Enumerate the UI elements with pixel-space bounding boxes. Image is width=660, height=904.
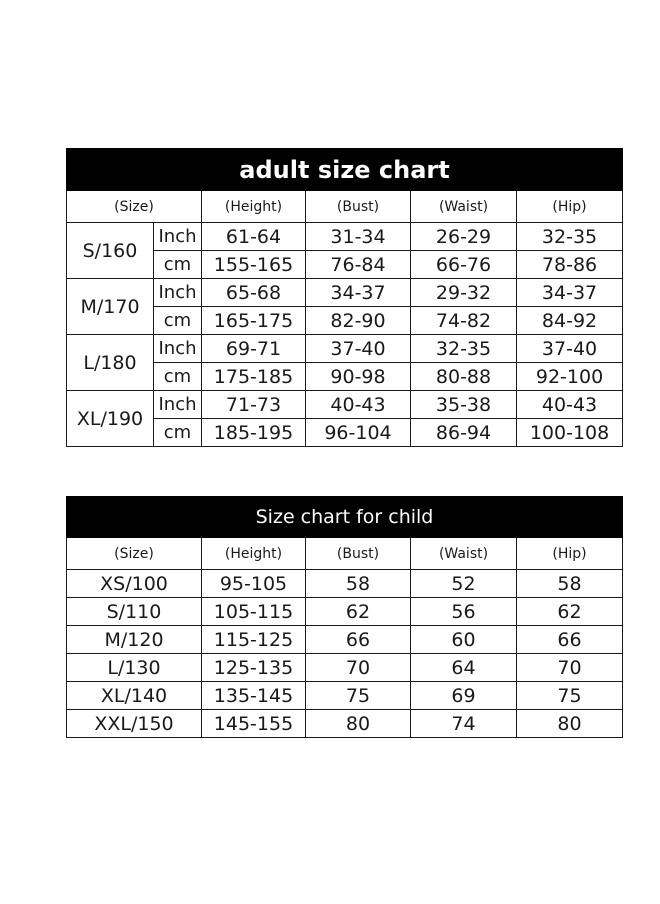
- bust-cell: 58: [306, 570, 411, 598]
- header-height: (Height): [202, 538, 306, 570]
- size-cell: M/170: [67, 279, 154, 335]
- bust-cell: 90-98: [306, 363, 411, 391]
- waist-cell: 29-32: [411, 279, 517, 307]
- waist-cell: 56: [411, 598, 517, 626]
- header-hip: (Hip): [517, 538, 623, 570]
- height-cell: 165-175: [202, 307, 306, 335]
- size-cell: XS/100: [67, 570, 202, 598]
- header-waist: (Waist): [411, 191, 517, 223]
- waist-cell: 35-38: [411, 391, 517, 419]
- hip-cell: 80: [517, 710, 623, 738]
- unit-cell: Inch: [154, 279, 202, 307]
- table-row: [67, 391, 623, 419]
- height-cell: 105-115: [202, 598, 306, 626]
- table-row: [67, 654, 623, 682]
- waist-cell: 74: [411, 710, 517, 738]
- height-cell: 71-73: [202, 391, 306, 419]
- size-cell: XL/190: [67, 391, 154, 447]
- hip-cell: 92-100: [517, 363, 623, 391]
- waist-cell: 64: [411, 654, 517, 682]
- adult-size-chart: [66, 148, 623, 447]
- unit-cell: Inch: [154, 335, 202, 363]
- bust-cell: 75: [306, 682, 411, 710]
- bust-cell: 31-34: [306, 223, 411, 251]
- hip-cell: 32-35: [517, 223, 623, 251]
- header-waist: (Waist): [411, 538, 517, 570]
- size-cell: S/160: [67, 223, 154, 279]
- height-cell: 185-195: [202, 419, 306, 447]
- hip-cell: 37-40: [517, 335, 623, 363]
- table-row: [67, 279, 623, 307]
- hip-cell: 66: [517, 626, 623, 654]
- table-row: [67, 335, 623, 363]
- waist-cell: 26-29: [411, 223, 517, 251]
- hip-cell: 58: [517, 570, 623, 598]
- size-cell: XXL/150: [67, 710, 202, 738]
- child-chart-title: Size chart for child: [67, 497, 623, 538]
- height-cell: 69-71: [202, 335, 306, 363]
- waist-cell: 60: [411, 626, 517, 654]
- hip-cell: 40-43: [517, 391, 623, 419]
- hip-cell: 75: [517, 682, 623, 710]
- bust-cell: 76-84: [306, 251, 411, 279]
- size-cell: L/180: [67, 335, 154, 391]
- child-size-chart: [66, 496, 623, 738]
- hip-cell: 70: [517, 654, 623, 682]
- table-row: [67, 598, 623, 626]
- height-cell: 65-68: [202, 279, 306, 307]
- unit-cell: cm: [154, 307, 202, 335]
- waist-cell: 32-35: [411, 335, 517, 363]
- bust-cell: 80: [306, 710, 411, 738]
- table-row: [67, 626, 623, 654]
- table-row: [67, 682, 623, 710]
- unit-cell: cm: [154, 419, 202, 447]
- hip-cell: 78-86: [517, 251, 623, 279]
- waist-cell: 74-82: [411, 307, 517, 335]
- height-cell: 155-165: [202, 251, 306, 279]
- header-hip: (Hip): [517, 191, 623, 223]
- waist-cell: 86-94: [411, 419, 517, 447]
- bust-cell: 82-90: [306, 307, 411, 335]
- bust-cell: 62: [306, 598, 411, 626]
- height-cell: 135-145: [202, 682, 306, 710]
- size-cell: XL/140: [67, 682, 202, 710]
- size-cell: L/130: [67, 654, 202, 682]
- bust-cell: 96-104: [306, 419, 411, 447]
- waist-cell: 52: [411, 570, 517, 598]
- unit-cell: Inch: [154, 391, 202, 419]
- unit-cell: cm: [154, 251, 202, 279]
- header-height: (Height): [202, 191, 306, 223]
- height-cell: 61-64: [202, 223, 306, 251]
- height-cell: 115-125: [202, 626, 306, 654]
- bust-cell: 37-40: [306, 335, 411, 363]
- table-row: [67, 223, 623, 251]
- height-cell: 145-155: [202, 710, 306, 738]
- height-cell: 175-185: [202, 363, 306, 391]
- unit-cell: Inch: [154, 223, 202, 251]
- hip-cell: 62: [517, 598, 623, 626]
- size-cell: S/110: [67, 598, 202, 626]
- hip-cell: 100-108: [517, 419, 623, 447]
- bust-cell: 66: [306, 626, 411, 654]
- height-cell: 125-135: [202, 654, 306, 682]
- waist-cell: 66-76: [411, 251, 517, 279]
- table-row: [67, 710, 623, 738]
- hip-cell: 34-37: [517, 279, 623, 307]
- adult-chart-title: adult size chart: [67, 149, 623, 191]
- size-cell: M/120: [67, 626, 202, 654]
- waist-cell: 69: [411, 682, 517, 710]
- height-cell: 95-105: [202, 570, 306, 598]
- waist-cell: 80-88: [411, 363, 517, 391]
- unit-cell: cm: [154, 363, 202, 391]
- bust-cell: 70: [306, 654, 411, 682]
- table-row: [67, 570, 623, 598]
- header-bust: (Bust): [306, 191, 411, 223]
- header-size: (Size): [67, 538, 202, 570]
- header-bust: (Bust): [306, 538, 411, 570]
- hip-cell: 84-92: [517, 307, 623, 335]
- header-size: (Size): [67, 191, 202, 223]
- bust-cell: 34-37: [306, 279, 411, 307]
- bust-cell: 40-43: [306, 391, 411, 419]
